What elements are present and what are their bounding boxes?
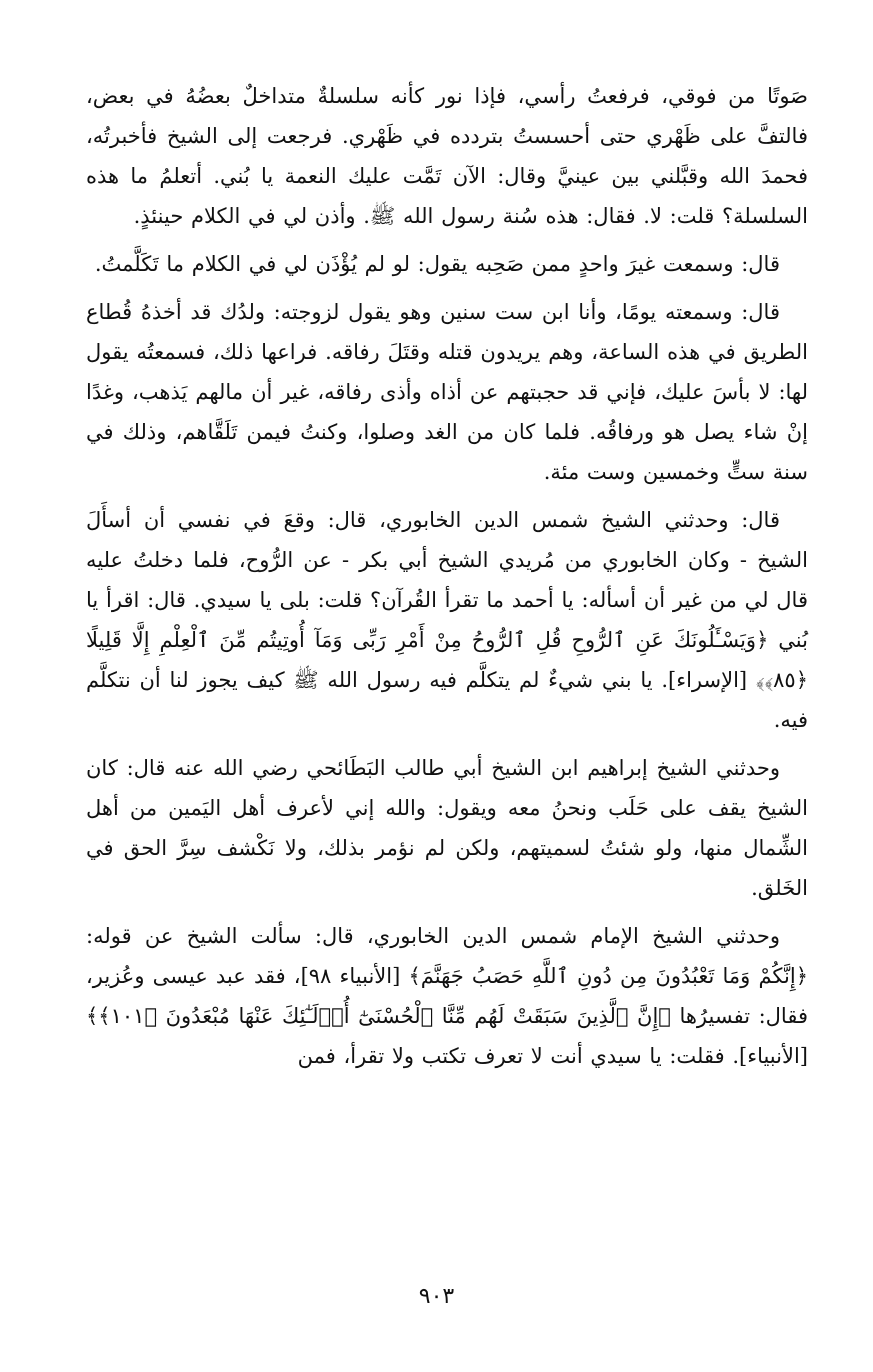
paragraph-5: وحدثني الشيخ إبراهيم ابن الشيخ أبي طالب البَطَائحي رضي الله عنه قال: كان الشيخ يقف على حَلَب ونحنُ معه ويقول: والله إني لأعرف أهل اليَمين من أهل الشِّمال منها، ولو شئتُ لسميتهم، ولكن لم نؤمر بذلك، ولا نَكْشف سِرَّ الحق في الخَلق. [86,756,808,900]
paragraph-6: وحدثني الشيخ الإمام شمس الدين الخابوري، قال: سألت الشيخ عن قوله: ﴿إِنَّكُمْ وَمَا تَعْبُدُونَ مِن دُونِ ٱللَّهِ حَصَبُ جَهَنَّمَ﴾ [الأنبياء ٩٨]، فقد عبد عيسى وعُزير، فقال: تفسيرُها ﴿إِنَّ ٱلَّذِينَ سَبَقَتْ لَهُم مِّنَّا ٱلْحُسْنَىٰٓ أُو۟لَـٰٓئِكَ عَنْهَا مُبْعَدُونَ ﴿١٠١﴾﴾ [الأنبياء]. فقلت: يا سيدي أنت لا تعرف تكتب ولا تقرأ، فمن [86,924,808,1068]
paragraph-4: قال: وحدثني الشيخ شمس الدين الخابوري، قال: وقعَ في نفسي أن أسأَلَ الشيخ - وكان الخابوري من مُريدي الشيخ أبي بكر - عن الرُّوح، فلما دخلتُ عليه قال لي من غير أن أسأله: يا أحمد ما تقرأ القُرآن؟ قلت: بلى يا سيدي. قال: اقرأ يا بُني ﴿وَيَسْـَٔلُونَكَ عَنِ ٱلرُّوحِ قُلِ ٱلرُّوحُ مِنْ أَمْرِ رَبِّى وَمَآ أُوتِيتُم مِّنَ ٱلْعِلْمِ إِلَّا قَلِيلًا ﴿٨٥﴾﴾ [الإسراء]. يا بني شيءٌ لم يتكلَّم فيه رسول الله ﷺ كيف يجوز لنا أن نتكلَّم فيه. [86,508,808,732]
paragraph-2: قال: وسمعت غيرَ واحدٍ ممن صَحِبه يقول: لو لم يُؤْذَن لي في الكلام ما تَكَلَّمتُ. [94,252,780,276]
paragraph-3: قال: وسمعته يومًا، وأنا ابن ست سنين وهو يقول لزوجته: ولدُك قد أخذهُ قُطاع الطريق في هذه الساعة، وهم يريدون قتله وقتَلَ رفاقه. فراعها ذلك، فسمعتُه يقول لها: لا بأسَ عليك، فإني قد حجبتهم عن أذاه وأذى رفاقه، غير أن مالهم يَذهب، وغدًا إنْ شاء يصل هو ورفاقُه. فلما كان من الغد وصلوا، وكنتُ فيمن تَلَقَّاهم، وذلك في سنة ستٍّ وخمسين وست مئة. [86,300,808,484]
paragraph-1: صَوتًا من فوقي، فرفعتُ رأسي، فإذا نور كأنه سلسلةٌ متداخلٌ بعضُهُ في بعض، فالتفَّ على ظَهْري حتى أحسستُ بتردده في ظَهْري. فرجعت إلى الشيخ فأخبرتُه، فحمدَ الله وقبَّلني بين عينيَّ وقال: الآن تَمَّت عليك النعمة يا بُني. أتعلمُ ما هذه السلسلة؟ قلت: لا. فقال: هذه سُنة رسول الله ﷺ. وأذن لي في الكلام حينئذٍ. [86,84,808,228]
page-number: ٩٠٣ [418,1284,455,1309]
page-body [86,76,808,1084]
